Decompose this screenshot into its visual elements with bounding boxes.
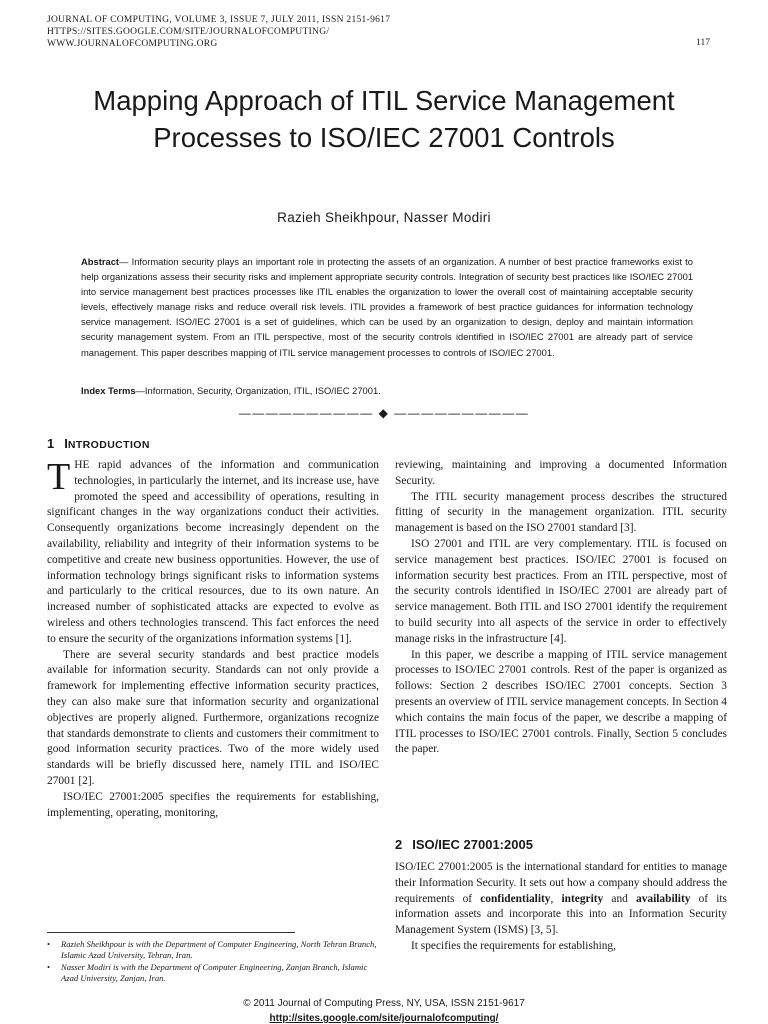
abstract-text: — Information security plays an important role in protecting the assets of an organization. A number of best practice frameworks exist to help organizations assess their security risks and implement appropriate security controls. Integration of security best practices like ISO/IEC 27001 into service management best practices processes like ITIL enables the organization to lower the overall cost of maintaining acceptable security levels, effectively manage risks and reduce overall risk levels. ITIL provides a framework of best practice guidances for information technology service management. ISO/IEC 27001 is a set of guidelines, which can be used by an organization to design, deploy and maintain information security management system. From an ITIL perspective, most of the security controls identified in ISO/IEC 27001 are already part of service management. This paper describes mapping of ITIL service management processes to controls of ISO/IEC 27001. (81, 256, 693, 358)
intro-paragraph-4: The ITIL security management process describes the structured fitting of security in the management organization. ITIL security management is based on the ISO 27001 standard [3]. (395, 490, 727, 535)
abstract (81, 254, 693, 360)
drop-cap: T (47, 456, 71, 498)
section-2-heading (395, 837, 533, 852)
section-divider: —————————— ◆ —————————— (238, 406, 530, 420)
intro-paragraph-1 (47, 458, 379, 648)
footnote-bullet: • (47, 961, 51, 972)
term-availability: availability (636, 892, 691, 905)
intro-paragraph-3: ISO/IEC 27001:2005 specifies the requirements for establishing, implementing, operating, monitoring, (47, 790, 379, 819)
separator-and: and (603, 892, 637, 905)
section-2-paragraph-1-end: of its information assets and incorporate this into an Information Security Management System (ISMS) [3, 5]. (395, 892, 727, 937)
left-column (47, 458, 379, 821)
section-1-title-initial: I (64, 436, 68, 451)
intro-paragraph-5: ISO 27001 and ITIL are very complementary. ITIL is focused on service management best practices. ISO/IEC 27001 is focused on information security best practices. From an ITIL perspective, most of the security controls identified in ISO/IEC 27001 are already part of service management. Both ITIL and ISO 27001 identify the requirement to build security into all aspects of the service in order to effectively manage risks in the infrastructure [4]. (395, 537, 727, 645)
section-1-number: 1 (47, 436, 55, 451)
page-number: 117 (696, 38, 710, 48)
section-2-title: ISO/IEC 27001:2005 (412, 837, 533, 852)
index-terms-label: Index Terms (81, 385, 136, 396)
section-2-paragraph-1 (395, 860, 727, 939)
separator-comma: , (550, 892, 562, 905)
term-integrity: integrity (561, 892, 604, 905)
term-confidentiality: confidentiality (480, 892, 551, 905)
footnotes (47, 939, 382, 985)
running-header (47, 14, 390, 50)
right-column (395, 458, 727, 758)
footnote-rule (47, 932, 295, 933)
section-1-heading (47, 436, 150, 451)
section-2-paragraph-2: It specifies the requirements for establishing, (411, 939, 616, 952)
section-1-title-rest: NTRODUCTION (67, 439, 150, 451)
footnote-bullet: • (47, 939, 51, 949)
intro-paragraph-3-continued: reviewing, maintaining and improving a documented Information Security. (395, 459, 727, 487)
index-terms-text: —Information, Security, Organization, ITIL, ISO/IEC 27001. (135, 385, 381, 396)
abstract-label: Abstract (81, 256, 120, 267)
footnote-text: Razieh Sheikhpour is with the Department of Computer Engineering, North Tehran Branch, Islamic Azad University, Tehran, Iran. (61, 939, 377, 961)
footnote-item (47, 939, 382, 962)
section-2-number: 2 (395, 837, 403, 852)
copyright-notice: © 2011 Journal of Computing Press, NY, USA, ISSN 2151-9617 (243, 998, 525, 1009)
paper-authors: Razieh Sheikhpour, Nasser Modiri (277, 210, 491, 225)
paper-title: Mapping Approach of ITIL Service Management Processes to ISO/IEC 27001 Controls (93, 85, 675, 153)
journal-url-link[interactable]: http://sites.google.com/site/journalofcomputing/ (269, 1013, 499, 1024)
intro-paragraph-2: There are several security standards and best practice models available for information security. Standards can not only provide a framework for implementing effective information security practices, they can also make sure that information security and organizational objectives are properly aligned. Furthermore, organizations recognize that standards demonstrate to clients and customers their commitment to good information security practices. Two of the more widely used standards will be briefly discussed here, namely ITIL and ISO/IEC 27001 [2]. (47, 648, 379, 787)
section-2-body (395, 860, 727, 955)
footnote-text: Nasser Modiri is with the Department of Computer Engineering, Zanjan Branch, Islamic Azad University, Zanjan, Iran. (61, 961, 368, 984)
footnote-item (47, 962, 382, 985)
header-journal-line: JOURNAL OF COMPUTING, VOLUME 3, ISSUE 7, JULY 2011, ISSN 2151-9617 (47, 15, 391, 25)
intro-paragraph-6: In this paper, we describe a mapping of ITIL service management processes to ISO/IEC 27001 controls. Rest of the paper is organized as follows: Section 2 describes ISO/IEC 27001 concepts. Section 3 presents an overview of ITIL service management concepts. In Section 4 which contains the main focus of the paper, we describe a mapping of ITIL processes to ISO/IEC 27001 controls. Finally, Section 5 concludes the paper. (395, 648, 727, 756)
header-https-line: HTTPS://SITES.GOOGLE.COM/SITE/JOURNALOFCOMPUTING/ (47, 27, 330, 37)
section-2-paragraph-1-start: ISO/IEC 27001:2005 is the international standard for entities to manage their Information Security. It sets out how a company should address the requirements of (395, 861, 727, 905)
intro-paragraph-1-text: HE rapid advances of the information and communication technologies, in particularly the internet, and its increase use, have promoted the speed and accessibility of operations, resulting in significant changes in the way organizations conduct their activities. Consequently organizations become increasingly dependent on the availability, reliability and integrity of their information systems to be competitive and create new business opportunities. However, the use of information technology brings significant risks to information systems and particularly to the critical resources, due to its own nature. An increased number of sophisticated attacks are expected to evolve as wireless and others technologies transcend. This fact enforces the need to ensure the security of the organizations information systems [1]. (47, 459, 379, 645)
index-terms (81, 385, 693, 396)
header-www-line: WWW.JOURNALOFCOMPUTING.ORG (47, 39, 218, 49)
